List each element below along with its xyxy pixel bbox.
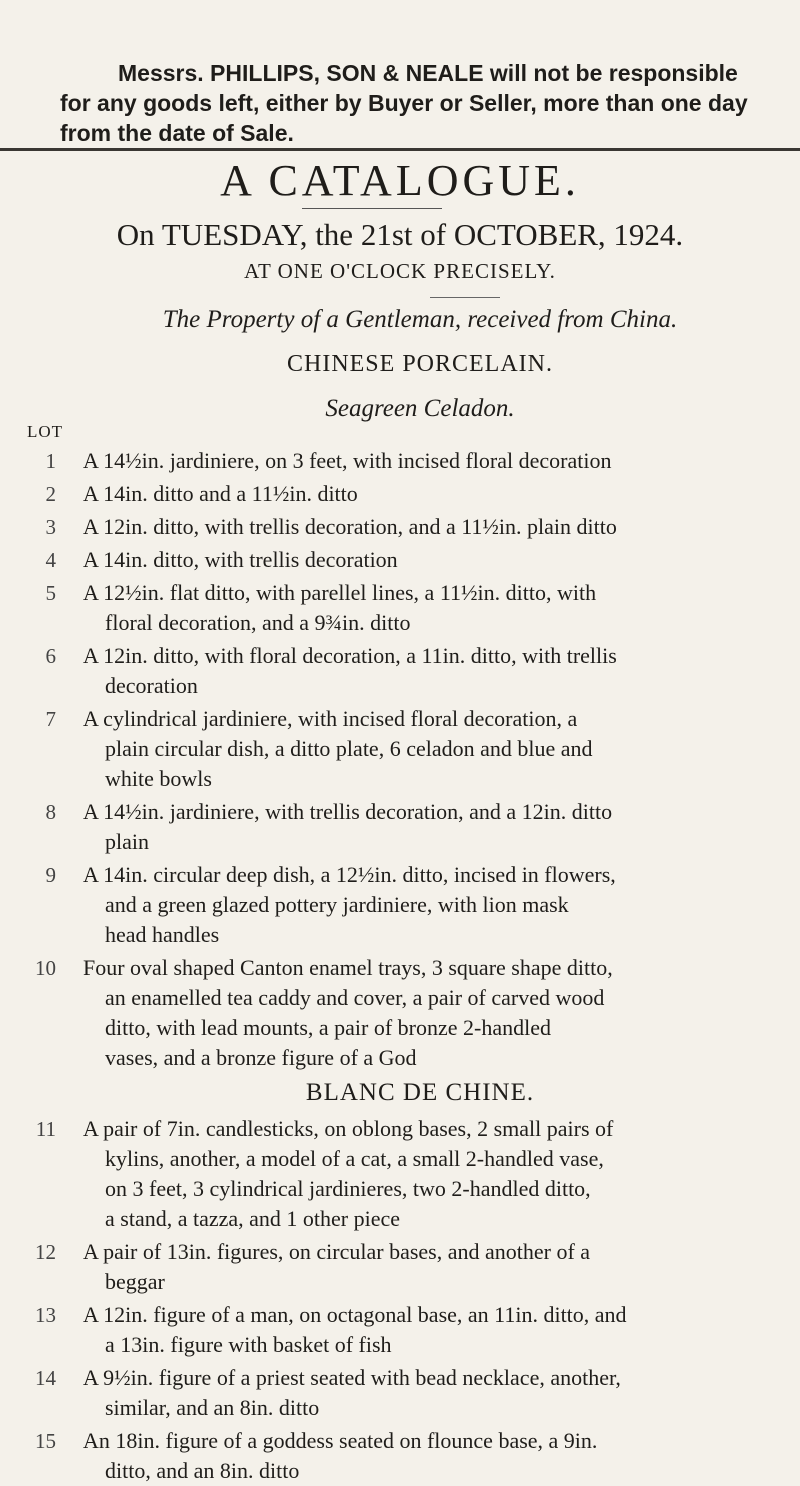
lot-description-line: A 12in. ditto, with trellis decoration, and a 11½in. plain ditto <box>83 514 617 539</box>
lot-description <box>83 578 783 638</box>
lot-description-line: A pair of 13in. figures, on circular bases, and another of a <box>83 1239 591 1264</box>
lot-number: 7 <box>45 707 56 731</box>
lot-description-line: A 14in. ditto and a 11½in. ditto <box>83 481 358 506</box>
lot-number: 4 <box>45 548 56 572</box>
lot-number: 2 <box>45 482 56 506</box>
lot-description <box>83 797 783 857</box>
lot-number: 5 <box>45 581 56 605</box>
section-heading-chinese-porcelain: CHINESE PORCELAIN. <box>286 351 553 377</box>
lot-description <box>83 1114 783 1234</box>
lot-description-line: A cylindrical jardiniere, with incised floral decoration, a <box>83 706 578 731</box>
lot-description-line: on 3 feet, 3 cylindrical jardinieres, two 2-handled ditto, <box>105 1176 591 1201</box>
responsibility-notice <box>60 58 780 148</box>
sale-time: AT ONE O'CLOCK PRECISELY. <box>244 259 556 283</box>
header-rule <box>0 148 800 151</box>
lot-number: 9 <box>45 863 56 887</box>
lot-description <box>83 1363 783 1423</box>
lot-description-line: A 14½in. jardiniere, on 3 feet, with incised floral decoration <box>83 448 612 473</box>
title-underline <box>302 208 442 209</box>
lot-description-line: A 12½in. flat ditto, with parellel lines, a 11½in. ditto, with <box>83 580 597 605</box>
lot-description-line: ditto, and an 8in. ditto <box>105 1458 300 1483</box>
lot-description-line: A 12in. figure of a man, on octagonal base, an 11in. ditto, and <box>83 1302 627 1327</box>
section-heading-blanc-de-chine: BLANC DE CHINE. <box>305 1079 535 1106</box>
lot-description-line: A 12in. ditto, with floral decoration, a 11in. ditto, with trellis <box>83 643 617 668</box>
lot-description <box>83 953 783 1073</box>
lot-description-line: Four oval shaped Canton enamel trays, 3 square shape ditto, <box>83 955 613 980</box>
lot-description-line: a stand, a tazza, and 1 other piece <box>105 1206 401 1231</box>
lot-number: 11 <box>35 1117 56 1141</box>
lot-description <box>83 545 783 575</box>
lot-description-line: plain <box>105 829 149 854</box>
lot-description-line: an enamelled tea caddy and cover, a pair of carved wood <box>105 985 605 1010</box>
lot-description-line: and a green glazed pottery jardiniere, with lion mask <box>105 892 569 917</box>
lot-number: 15 <box>35 1429 56 1453</box>
property-description: The Property of a Gentleman, received from China. <box>162 306 678 333</box>
lot-description-line: kylins, another, a model of a cat, a small 2-handled vase, <box>105 1146 604 1171</box>
lot-description-line: ditto, with lead mounts, a pair of bronze 2-handled <box>105 1015 551 1040</box>
lot-description-line: vases, and a bronze figure of a God <box>105 1045 417 1070</box>
lot-description-line: white bowls <box>105 766 212 791</box>
lot-description-line: An 18in. figure of a goddess seated on flounce base, a 9in. <box>83 1428 598 1453</box>
lot-number: 6 <box>45 644 56 668</box>
notice-line-2: for any goods left, either by Buyer or Seller, more than one day <box>60 90 748 116</box>
lot-description <box>83 446 783 476</box>
lot-number: 1 <box>45 449 56 473</box>
lot-description-line: floral decoration, and a 9¾in. ditto <box>105 610 411 635</box>
subsection-heading-celadon: Seagreen Celadon. <box>325 395 515 422</box>
lot-description-line: beggar <box>105 1269 165 1294</box>
notice-line-3: from the date of Sale. <box>60 120 294 146</box>
sale-date: On TUESDAY, the 21st of OCTOBER, 1924. <box>116 217 684 252</box>
lot-number: 8 <box>45 800 56 824</box>
lot-description-line: A 14in. circular deep dish, a 12½in. ditto, incised in flowers, <box>83 862 616 887</box>
lot-description <box>83 704 783 794</box>
lot-number: 13 <box>35 1303 56 1327</box>
lot-description-line: head handles <box>105 922 220 947</box>
lot-description-line: a 13in. figure with basket of fish <box>105 1332 392 1357</box>
lot-description <box>83 512 783 542</box>
lot-description <box>83 1300 783 1360</box>
lot-description <box>83 1237 783 1297</box>
lot-description <box>83 479 783 509</box>
lot-description-line: decoration <box>105 673 198 698</box>
lot-description <box>83 641 783 701</box>
catalogue-title: A CATALOGUE. <box>220 156 580 205</box>
lot-description-line: A 14in. ditto, with trellis decoration <box>83 547 398 572</box>
lot-description <box>83 860 783 950</box>
lot-description-line: A 14½in. jardiniere, with trellis decoration, and a 12in. ditto <box>83 799 613 824</box>
divider <box>430 297 500 298</box>
lot-number: 12 <box>35 1240 56 1264</box>
notice-line-1: Messrs. PHILLIPS, SON & NEALE will not be responsible <box>118 60 738 86</box>
lot-column-label: LOT <box>27 422 64 441</box>
lot-description-line: A 9½in. figure of a priest seated with bead necklace, another, <box>83 1365 621 1390</box>
lot-description-line: plain circular dish, a ditto plate, 6 celadon and blue and <box>105 736 593 761</box>
lot-description-line: similar, and an 8in. ditto <box>105 1395 320 1420</box>
lot-description-line: A pair of 7in. candlesticks, on oblong bases, 2 small pairs of <box>83 1116 614 1141</box>
lot-number: 3 <box>45 515 56 539</box>
lot-number: 10 <box>35 956 56 980</box>
lot-description <box>83 1426 783 1486</box>
lot-number: 14 <box>35 1366 56 1390</box>
